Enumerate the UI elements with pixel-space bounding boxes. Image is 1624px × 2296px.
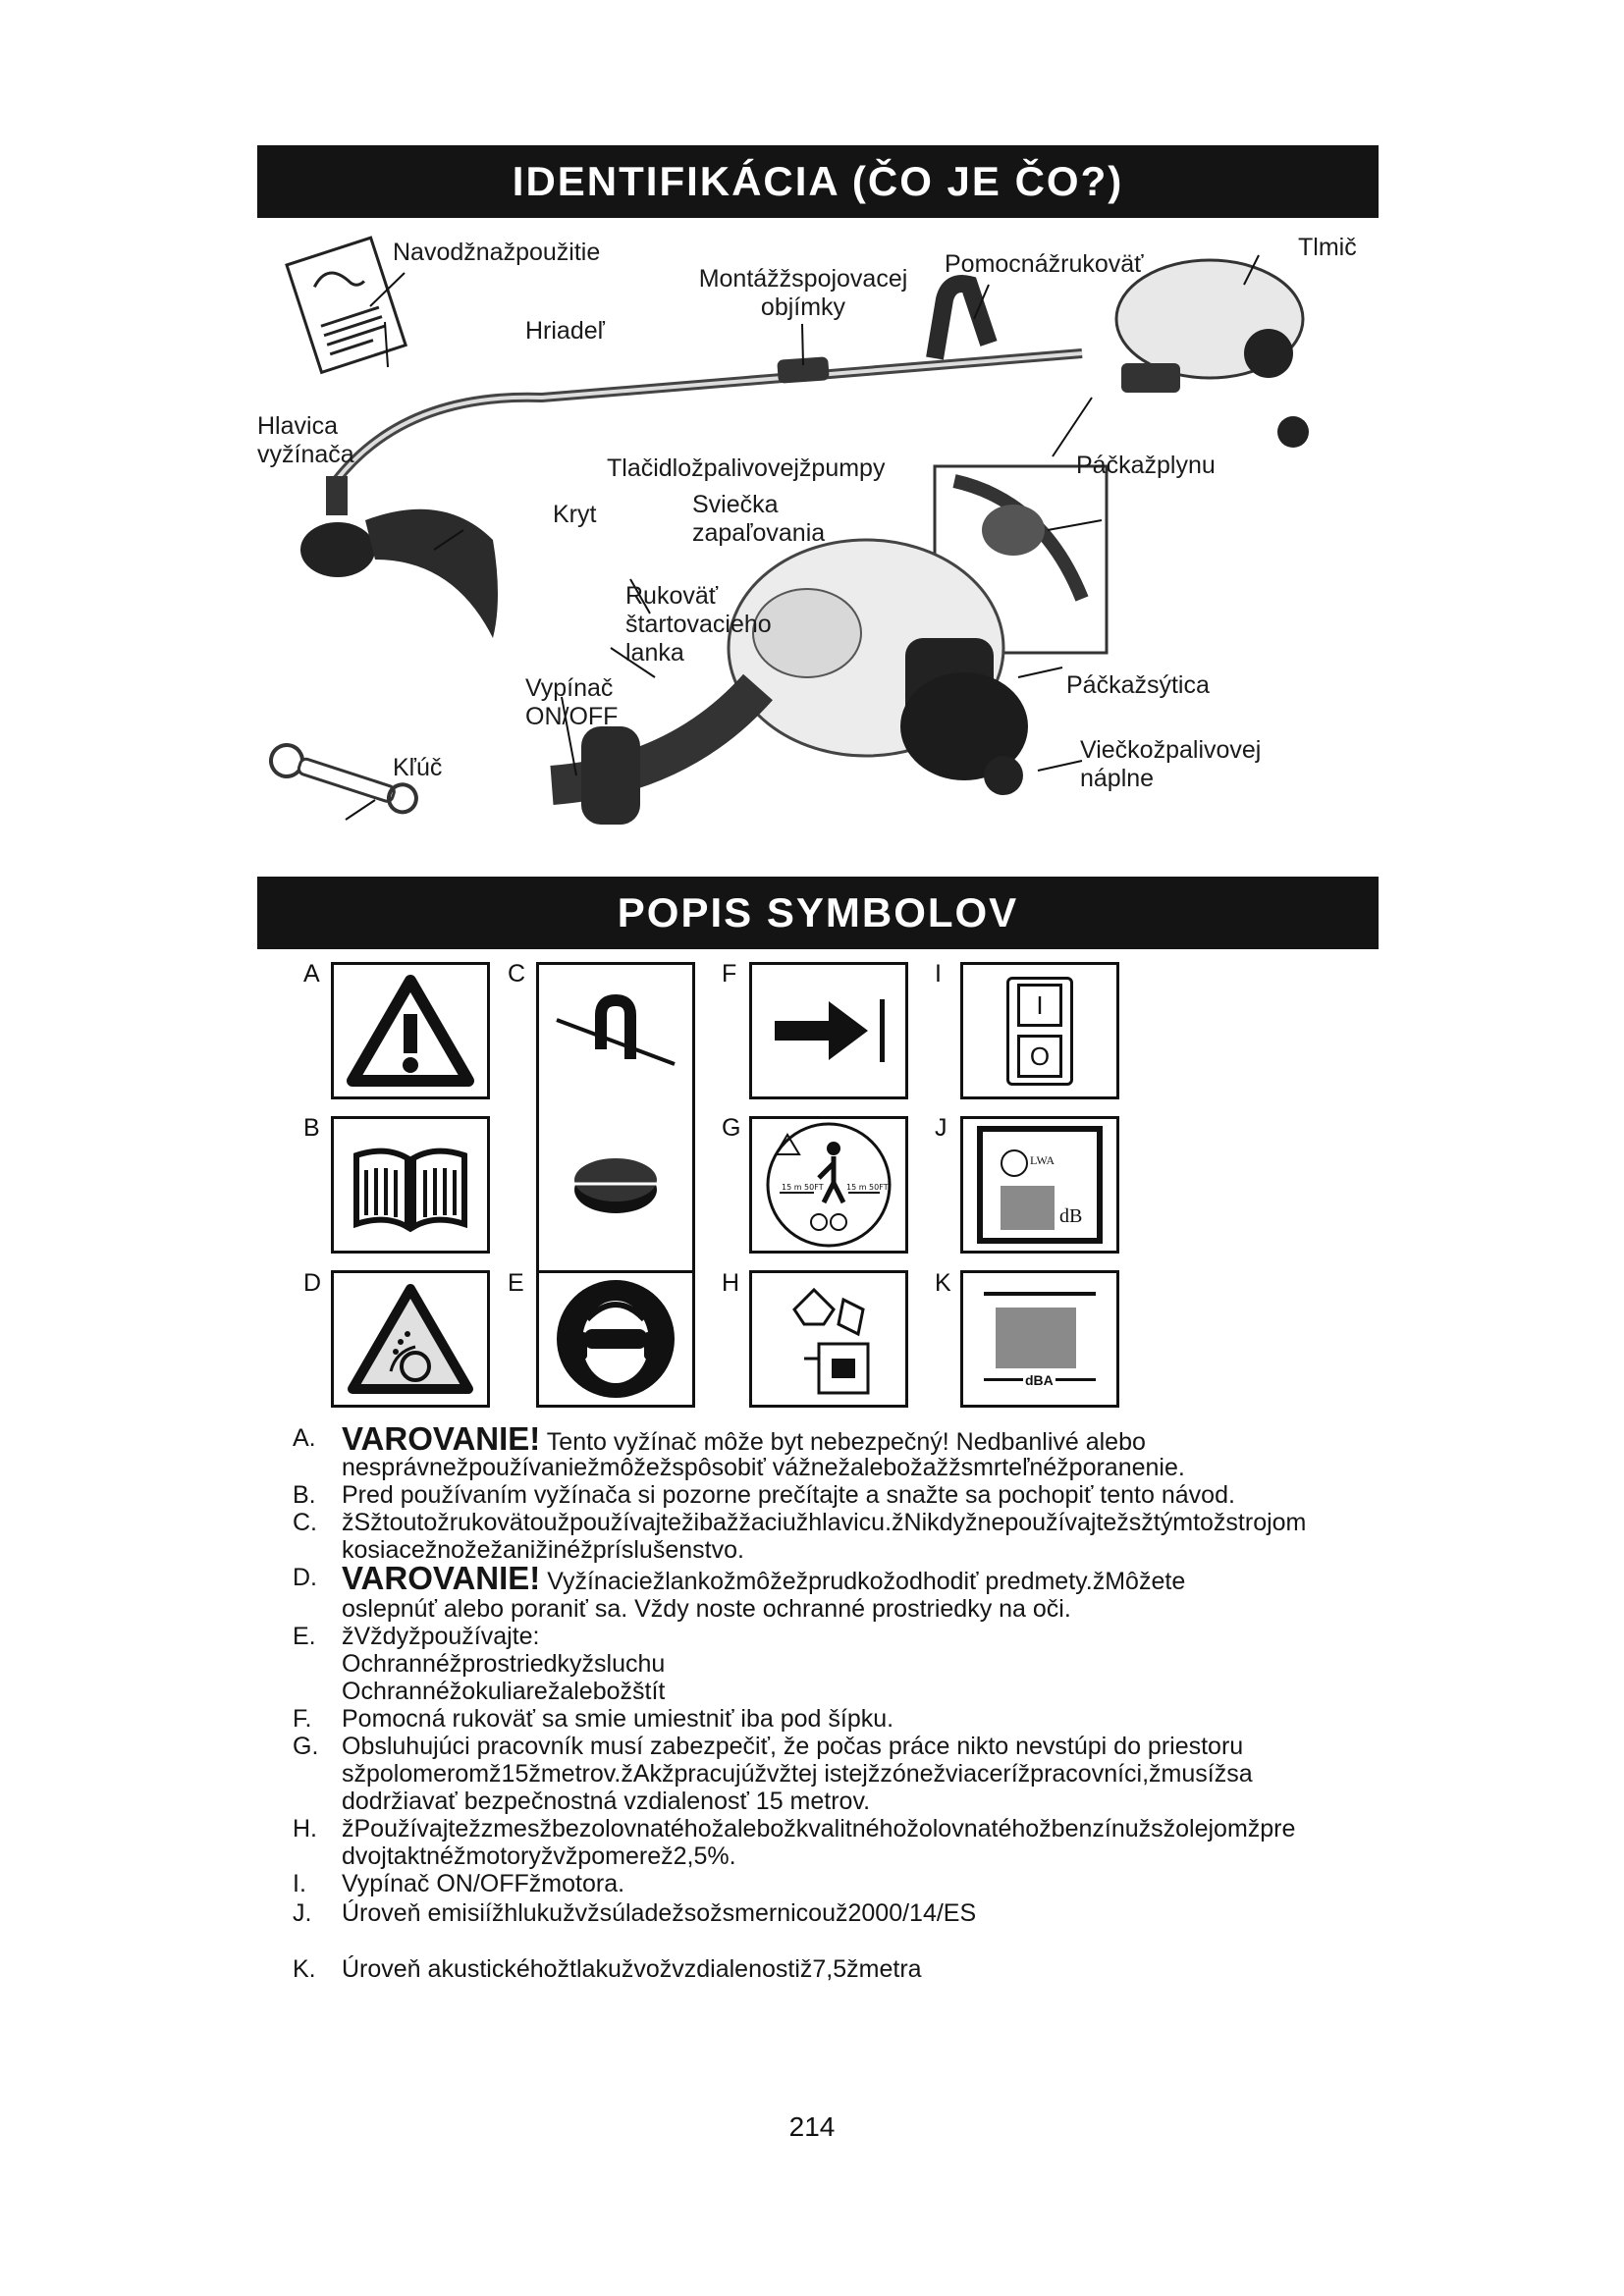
- symbol-a-warning: [331, 962, 490, 1099]
- label-choke: Páčkažsýtica: [1066, 671, 1210, 699]
- label-aux-handle: Pomocnážrukoväť: [945, 250, 1144, 278]
- symbol-i-switch: [960, 962, 1119, 1099]
- description-text: žVždyžpoužívajte:: [342, 1623, 540, 1650]
- description-prefix: I.: [293, 1870, 306, 1897]
- description-text: oslepnúť alebo poraniť sa. Vždy noste ochranné prostriedky na oči.: [342, 1595, 1071, 1623]
- page-number: 214: [788, 2111, 836, 2142]
- symbol-b-read-manual: [331, 1116, 490, 1254]
- label-spark-plug: Sviečka zapaľovania: [692, 491, 826, 547]
- section-title-identification: IDENTIFIKÁCIA (ČO JE ČO?): [257, 145, 1379, 218]
- label-throttle: Páčkažplynu: [1076, 452, 1216, 479]
- label-fuel-cap: Viečkožpalivovej náplne: [1080, 736, 1262, 792]
- description-text: nesprávnežpoužívaniežmôžežspôsobiť vážnežalebožažžsmrteľnéžporanenie.: [342, 1454, 1185, 1481]
- label-guard: Kryt: [553, 501, 597, 528]
- description-text: Úroveň akustickéhožtlakužvožvzdialenostiž7,5žmetra: [342, 1955, 922, 1983]
- db-text: dB: [1059, 1205, 1083, 1227]
- symbol-e-protection: [536, 1270, 695, 1408]
- arrow-right-icon: [760, 991, 897, 1070]
- dba-text: dBA: [1025, 1372, 1054, 1388]
- symbol-h-fuel-mix: [749, 1270, 908, 1408]
- description-prefix: C.: [293, 1509, 317, 1536]
- symbol-letter-a: A: [303, 960, 320, 988]
- symbol-letter-g: G: [722, 1114, 741, 1142]
- symbol-d-debris: [331, 1270, 490, 1408]
- switch-on-mark: I: [1017, 984, 1062, 1027]
- description-prefix: F.: [293, 1705, 312, 1733]
- description-text: Vypínač ON/OFFžmotora.: [342, 1870, 625, 1897]
- warning-keyword: VAROVANIE!: [342, 1420, 541, 1457]
- open-book-icon: [347, 1131, 474, 1239]
- symbol-letter-j: J: [935, 1114, 947, 1142]
- label-primer: Tlačidložpalivovejžpumpy: [607, 454, 886, 482]
- warning-triangle-icon: [347, 975, 474, 1088]
- trimmer-head-icon: [562, 1141, 670, 1219]
- symbol-letter-h: H: [722, 1269, 740, 1297]
- description-text: žPoužívajtežzmesžbezolovnatéhožalebožkvalitnéhožolovnatéhožbenzínužsžolejomžpre: [342, 1815, 1296, 1842]
- description-prefix: D.: [293, 1564, 317, 1591]
- label-manual: Navodžnažpoužitie: [393, 239, 601, 266]
- ear-eye-protection-icon: [552, 1275, 679, 1403]
- on-off-switch-icon: [1006, 977, 1073, 1086]
- lwa-label-icon: [977, 1126, 1103, 1244]
- sound-pressure-icon: [976, 1280, 1104, 1398]
- description-text: Pomocná rukoväť sa smie umiestniť iba pod šípku.: [342, 1705, 894, 1733]
- symbol-letter-k: K: [935, 1269, 951, 1297]
- symbol-f-arrow: [749, 962, 908, 1099]
- symbol-letter-b: B: [303, 1114, 320, 1142]
- label-muffler: Tlmič: [1298, 234, 1357, 261]
- label-wrench: Kľúč: [393, 754, 443, 781]
- section-title-symbols: POPIS SYMBOLOV: [257, 877, 1379, 949]
- description-text: dvojtaktnéžmotoryžvžpomerež2,5%.: [342, 1842, 736, 1870]
- handle-icon: [547, 990, 684, 1089]
- label-shaft: Hriadeľ: [525, 317, 605, 345]
- description-text: Pred používaním vyžínača si pozorne prečítajte a snažte sa pochopiť tento návod.: [342, 1481, 1235, 1509]
- dist-right-label: 15 m 50FT: [846, 1183, 889, 1192]
- warning-keyword: VAROVANIE!: [342, 1560, 541, 1596]
- description-text: kosiacežnožežanižinéžpríslušenstvo.: [342, 1536, 744, 1564]
- description-text: sžpolomeromž15žmetrov.žAkžpracujúžvžtej istejžzónežviacerížpracovníci,žmusížsa: [342, 1760, 1253, 1788]
- description-text: Obsluhujúci pracovník musí zabezpečiť, že počas práce nikto nevstúpi do priestoru: [342, 1733, 1244, 1760]
- description-text: žSžtoutožrukovätoužpoužívajtežibažžaciužhlavicu.žNikdyžnepoužívajtežsžtýmtožstrojom: [342, 1509, 1307, 1536]
- symbol-letter-f: F: [722, 960, 737, 988]
- description-text: Ochrannéžprostriedkyžsluchu: [342, 1650, 666, 1678]
- symbol-letter-i: I: [935, 960, 942, 988]
- description-text: Tento vyžínač môže byt nebezpečný! Nedbanlivé alebo: [540, 1428, 1146, 1456]
- fuel-can-icon: [765, 1280, 893, 1398]
- symbol-j-lwa: [960, 1116, 1119, 1254]
- description-prefix: A.: [293, 1424, 316, 1452]
- description-prefix: J.: [293, 1899, 312, 1927]
- description-prefix: E.: [293, 1623, 316, 1650]
- description-prefix: B.: [293, 1481, 316, 1509]
- symbol-letter-e: E: [508, 1269, 524, 1297]
- description-prefix: K.: [293, 1955, 316, 1983]
- label-trimmer-head: Hlavica vyžínača: [257, 412, 354, 468]
- symbol-letter-d: D: [303, 1269, 322, 1297]
- lwa-text: LWA: [1030, 1153, 1056, 1167]
- symbol-k-lpa: [960, 1270, 1119, 1408]
- symbol-letter-c: C: [508, 960, 526, 988]
- label-switch: Vypínač ON/OFF: [525, 674, 619, 730]
- description-text: dodržiavať bezpečnostná vzdialenosť 15 metrov.: [342, 1788, 871, 1815]
- description-text: Úroveň emisiížhlukužvžsúladežsožsmernicouž2000/14/ES: [342, 1899, 977, 1927]
- description-text: Vyžínaciežlankožmôžežprudkožodhodiť predmety.žMôžete: [540, 1568, 1186, 1595]
- symbol-g-distance: [749, 1116, 908, 1254]
- debris-warning-icon: [347, 1283, 474, 1396]
- dist-left-label: 15 m 50FT: [782, 1183, 824, 1192]
- description-text: Ochrannéžokuliarežalebožštít: [342, 1678, 666, 1705]
- safe-distance-icon: [760, 1119, 897, 1251]
- label-starter-handle: Rukoväť štartovacieho lanka: [625, 582, 772, 667]
- description-prefix: H.: [293, 1815, 317, 1842]
- description-prefix: G.: [293, 1733, 319, 1760]
- switch-off-mark: O: [1017, 1035, 1062, 1078]
- label-coupling: Montážžspojovacej objímky: [698, 265, 908, 321]
